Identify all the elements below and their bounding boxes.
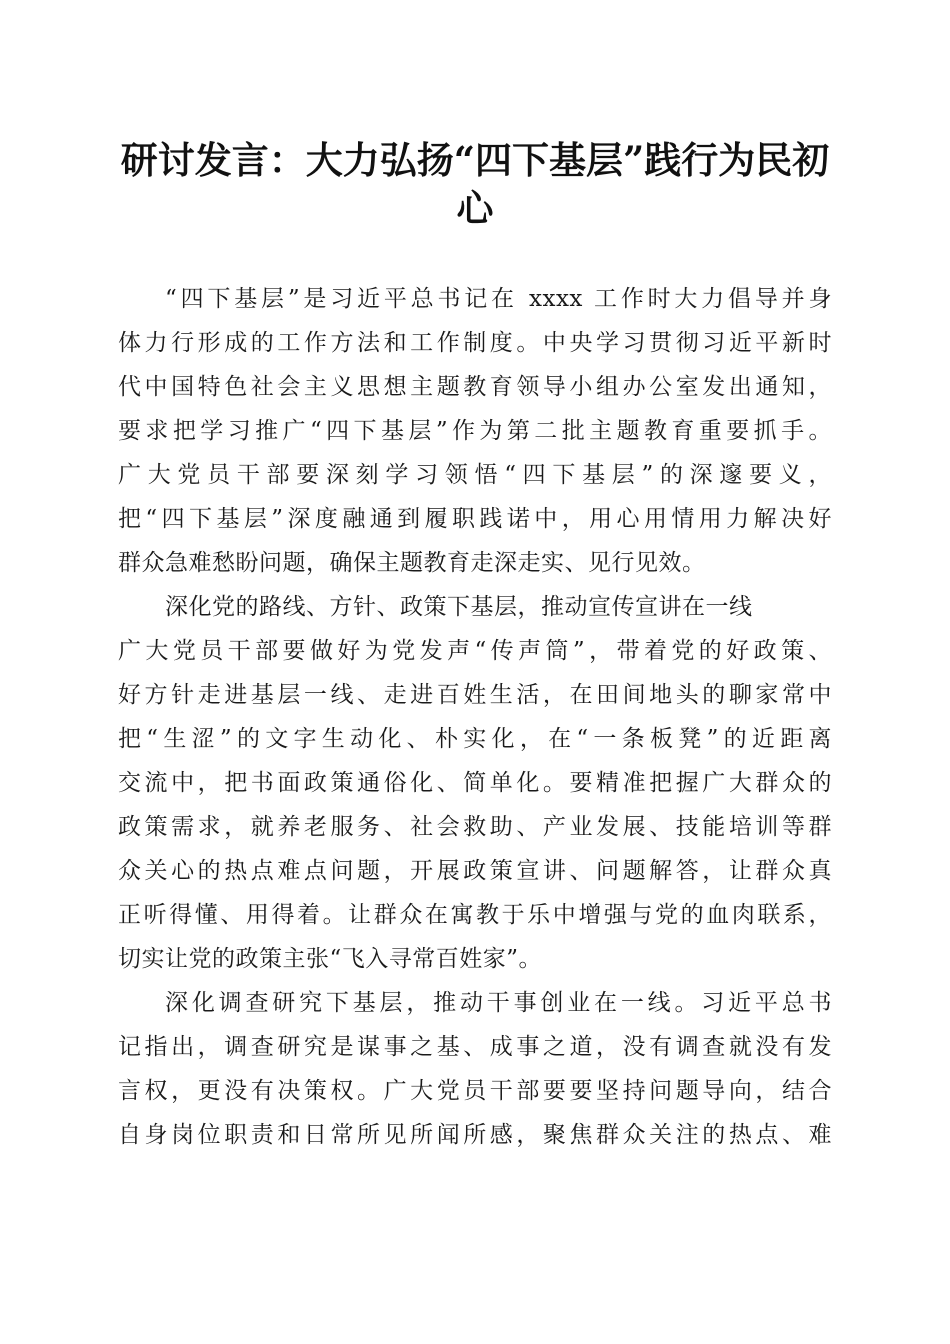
paragraph-line: 好方针走进基层一线、走进百姓生活，在田间地头的聊家常中 bbox=[118, 682, 832, 708]
paragraph-line: 记指出，调查研究是谋事之基、成事之道，没有调查就没有发 bbox=[118, 1034, 832, 1060]
paragraph-line: 自身岗位职责和日常所见所闻所感，聚焦群众关注的热点、难 bbox=[118, 1122, 832, 1148]
document-title bbox=[110, 136, 840, 232]
paragraph-line: 交流中，把书面政策通俗化、简单化。要精准把握广大群众的 bbox=[118, 770, 832, 796]
paragraph-line: 切实让党的政策主张“飞入寻常百姓家”。 bbox=[118, 946, 543, 972]
title-line: 心 bbox=[456, 186, 494, 230]
paragraph-line: 深化调查研究下基层，推动干事创业在一线。习近平总书 bbox=[165, 990, 832, 1016]
paragraph-line: 政策需求，就养老服务、社会救助、产业发展、技能培训等群 bbox=[118, 814, 832, 840]
paragraph-line: 深化党的路线、方针、政策下基层，推动宣传宣讲在一线 bbox=[165, 594, 753, 620]
paragraph-line: 代中国特色社会主义思想主题教育领导小组办公室发出通知， bbox=[118, 374, 832, 400]
paragraph-line: “四下基层”是习近平总书记在 xxxx 工作时大力倡导并身 bbox=[165, 286, 832, 312]
paragraph bbox=[118, 585, 832, 981]
title-line: 研讨发言：大力弘扬“四下基层”践行为民初 bbox=[120, 138, 830, 182]
paragraph bbox=[118, 981, 832, 1157]
document-body bbox=[118, 277, 832, 1157]
paragraph-line: 广大党员干部要深刻学习领悟“四下基层”的深邃要义， bbox=[118, 462, 832, 488]
paragraph-line: 群众急难愁盼问题，确保主题教育走深走实、见行见效。 bbox=[118, 550, 706, 576]
paragraph-line: 言权，更没有决策权。广大党员干部要要坚持问题导向，结合 bbox=[118, 1078, 832, 1104]
paragraph-line: 众关心的热点难点问题，开展政策宣讲、问题解答，让群众真 bbox=[118, 858, 832, 884]
paragraph-line: 要求把学习推广“四下基层”作为第二批主题教育重要抓手。 bbox=[118, 418, 832, 444]
paragraph bbox=[118, 277, 832, 585]
paragraph-line: 体力行形成的工作方法和工作制度。中央学习贯彻习近平新时 bbox=[118, 330, 832, 356]
paragraph-line: 把“四下基层”深度融通到履职践诺中，用心用情用力解决好 bbox=[118, 506, 832, 532]
paragraph-line: 把“生涩”的文字生动化、朴实化，在“一条板凳”的近距离 bbox=[118, 726, 832, 752]
paragraph-line: 广大党员干部要做好为党发声“传声筒”，带着党的好政策、 bbox=[118, 638, 832, 664]
paragraph-line: 正听得懂、用得着。让群众在寓教于乐中增强与党的血肉联系， bbox=[118, 902, 832, 928]
